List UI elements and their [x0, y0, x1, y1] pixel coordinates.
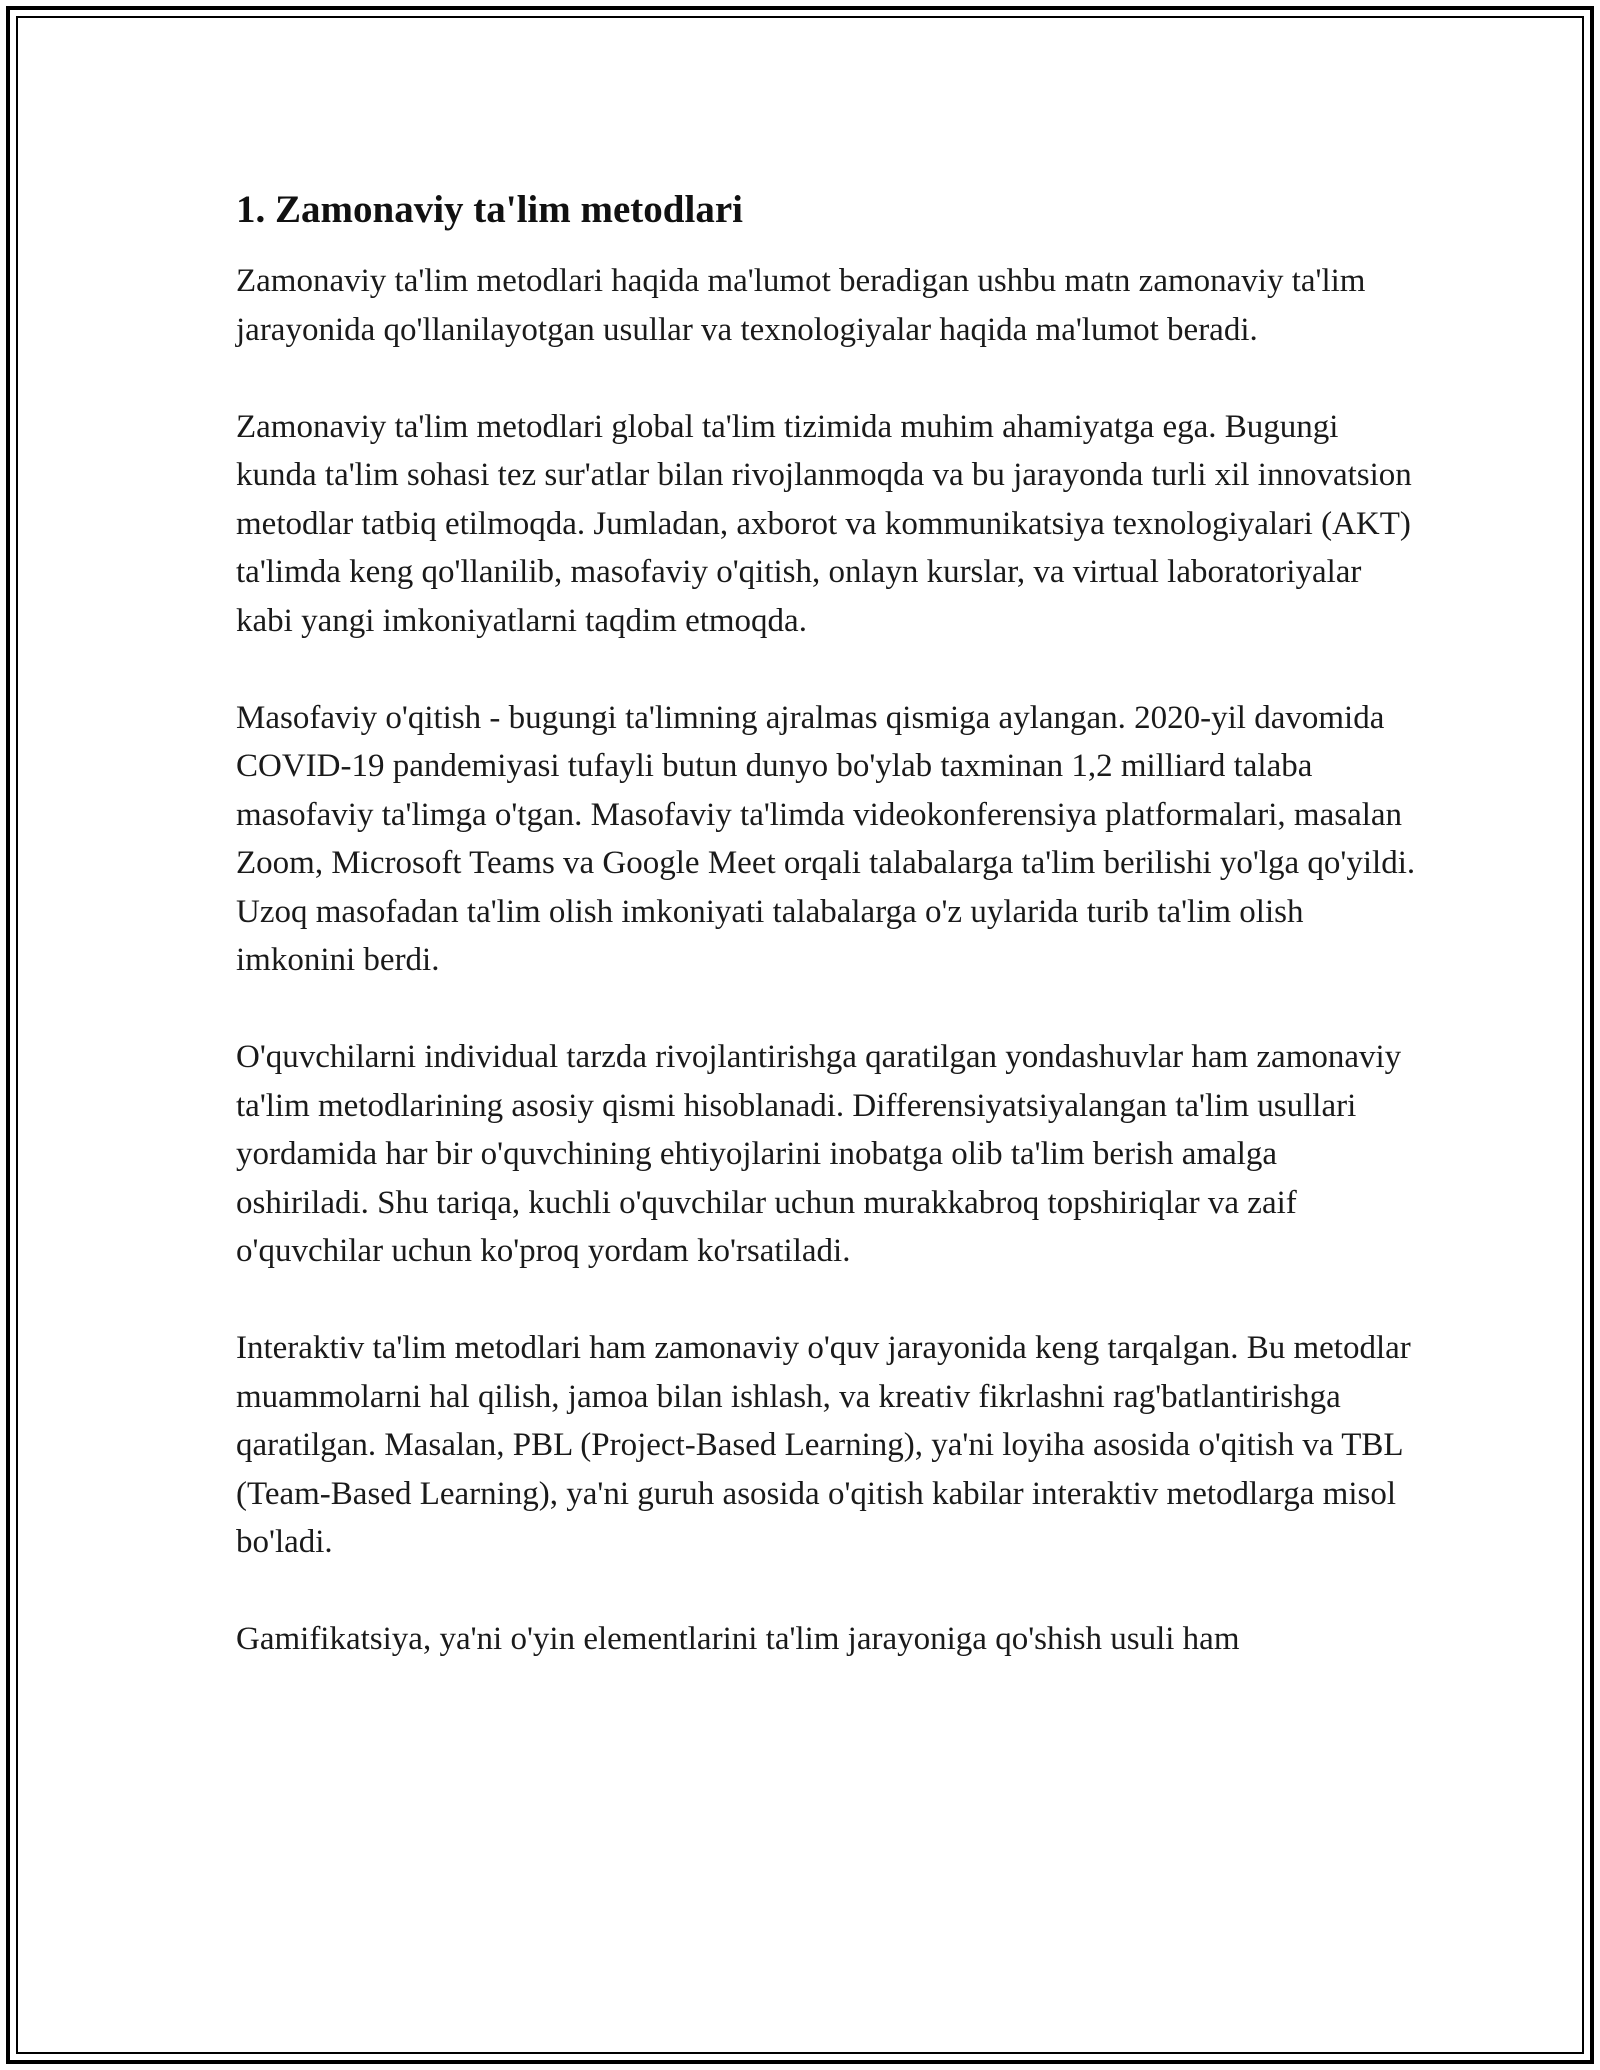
document-body: [236, 185, 1416, 1664]
paragraph-interactive-methods: Interaktiv ta'lim metodlari ham zamonaviy o'quv jarayonida keng tarqalgan. Bu metodlar muammolarni hal qilish, jamoa bilan ishlash, va kreativ fikrlashni rag'batlantirishga qaratilgan. Masalan, PBL (Project-Based Learning), ya'ni loyiha asosida o'qitish va TBL (Team-Based Learning), ya'ni guruh asosida o'qitish kabilar interaktiv metodlarga misol bo'ladi.: [236, 1330, 1411, 1560]
section-heading: 1. Zamonaviy ta'lim metodlari: [236, 188, 743, 231]
paragraph-distance-learning: Masofaviy o'qitish - bugungi ta'limning ajralmas qismiga aylangan. 2020-yil davomida COVID-19 pandemiyasi tufayli butun dunyo bo'ylab taxminan 1,2 milliard talaba masofaviy ta'limga o'tgan. Masofaviy ta'limda videokonferensiya platformalari, masalan Zoom, Microsoft Teams va Google Meet orqali talabalarga ta'lim berilishi yo'lga qo'yildi. Uzoq masofadan ta'lim olish imkoniyati talabalarga o'z uylarida turib ta'lim olish imkonini berdi.: [236, 699, 1416, 978]
paragraph-individual-approach: O'quvchilarni individual tarzda rivojlantirishga qaratilgan yondashuvlar ham zamonaviy ta'lim metodlarining asosiy qismi hisoblanadi. Differensiyatsiyalangan ta'lim usullari yordamida har bir o'quvchining ehtiyojlarini inobatga olib ta'lim berish amalga oshiriladi. Shu tariqa, kuchli o'quvchilar uchun murakkabroq topshiriqlar va zaif o'quvchilar uchun ko'proq yordam ko'rsatiladi.: [236, 1039, 1402, 1269]
paragraph-gamification: Gamifikatsiya, ya'ni o'yin elementlarini ta'lim jarayoniga qo'shish usuli ham: [236, 1621, 1240, 1657]
paragraph-intro: Zamonaviy ta'lim metodlari haqida ma'lumot beradigan ushbu matn zamonaviy ta'lim jarayonida qo'llanilayotgan usullar va texnologiyalar haqida ma'lumot beradi.: [236, 263, 1366, 348]
paragraph-global-education: Zamonaviy ta'lim metodlari global ta'lim tizimida muhim ahamiyatga ega. Bugungi kunda ta'lim sohasi tez sur'atlar bilan rivojlanmoqda va bu jarayonda turli xil innovatsion metodlar tatbiq etilmoqda. Jumladan, axborot va kommunikatsiya texnologiyalari (AKT) ta'limda keng qo'llanilib, masofaviy o'qitish, onlayn kurslar, va virtual laboratoriyalar kabi yangi imkoniyatlarni taqdim etmoqda.: [236, 408, 1412, 639]
